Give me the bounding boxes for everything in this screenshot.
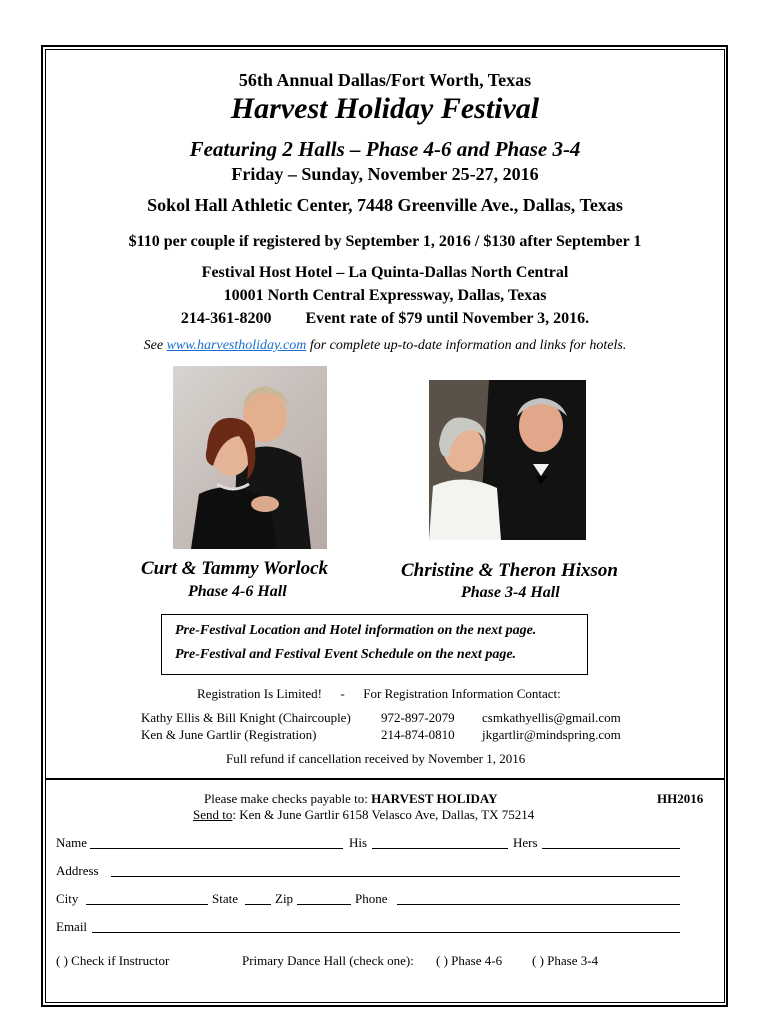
form-divider xyxy=(45,778,725,780)
contact-2-email[interactable]: jkgartlir@mindspring.com xyxy=(482,727,621,742)
registration-dash: - xyxy=(340,686,345,701)
email-field[interactable] xyxy=(92,932,680,933)
address-label: Address xyxy=(56,863,99,878)
worlock-names: Curt & Tammy Worlock xyxy=(141,558,329,579)
hotel-name: Festival Host Hotel – La Quinta-Dallas North Central xyxy=(201,264,569,281)
hers-field[interactable] xyxy=(542,848,680,849)
contact-2-phone: 214-874-0810 xyxy=(381,727,455,742)
phase-46-option[interactable]: ( ) Phase 4-6 xyxy=(436,953,503,968)
hers-label: Hers xyxy=(513,835,538,850)
refund-note: Full refund if cancellation received by November 1, 2016 xyxy=(226,751,526,766)
registration-header xyxy=(197,686,561,702)
registration-contact: For Registration Information Contact: xyxy=(363,686,561,701)
primary-hall-label: Primary Dance Hall (check one): xyxy=(242,953,414,968)
contact-1-name: Kathy Ellis & Bill Knight (Chaircouple) xyxy=(141,710,351,725)
hotel-address: 10001 North Central Expressway, Dallas, Texas xyxy=(223,287,547,304)
city-field[interactable] xyxy=(86,904,208,905)
hotel-rate: Event rate of $79 until November 3, 2016. xyxy=(305,310,590,327)
name-field[interactable] xyxy=(90,848,343,849)
contact-1-phone: 972-897-2079 xyxy=(381,710,455,725)
notice-box xyxy=(161,614,588,675)
address-field[interactable] xyxy=(111,876,680,877)
annual-subtitle: 56th Annual Dallas/Fort Worth, Texas xyxy=(238,70,532,90)
venue-line: Sokol Hall Athletic Center, 7448 Greenville Ave., Dallas, Texas xyxy=(147,195,623,215)
registration-limited: Registration Is Limited! xyxy=(197,686,322,701)
website-link[interactable]: www.harvestholiday.com xyxy=(166,338,307,353)
hixson-photo xyxy=(429,380,586,540)
email-label: Email xyxy=(56,919,88,934)
send-to-line xyxy=(193,807,534,823)
zip-label: Zip xyxy=(275,891,294,906)
his-label: His xyxy=(349,835,368,850)
send-to-label: Send to xyxy=(193,807,233,822)
payable-line xyxy=(204,791,497,807)
price-line: $110 per couple if registered by September 1, 2016 / $130 after September 1 xyxy=(128,233,642,250)
send-to-address: : Ken & June Gartlir 6158 Velasco Ave, Dallas, TX 75214 xyxy=(232,807,535,822)
dates-line: Friday – Sunday, November 25-27, 2016 xyxy=(231,164,539,184)
worlock-hall: Phase 4-6 Hall xyxy=(188,583,287,600)
zip-field[interactable] xyxy=(297,904,351,905)
featuring-line: Featuring 2 Halls – Phase 4-6 and Phase 3-4 xyxy=(189,137,581,161)
phone-label: Phone xyxy=(355,891,388,906)
phone-field[interactable] xyxy=(397,904,680,905)
city-label: City xyxy=(56,891,79,906)
website-suffix: for complete up-to-date information and links for hotels. xyxy=(306,338,627,353)
hixson-names: Christine & Theron Hixson xyxy=(401,560,618,581)
hotel-phone-rate xyxy=(0,310,770,328)
contact-2-name: Ken & June Gartlir (Registration) xyxy=(141,727,317,742)
form-code: HH2016 xyxy=(657,791,704,806)
inner-border xyxy=(45,49,725,1003)
hixson-hall: Phase 3-4 Hall xyxy=(461,584,560,601)
website-prefix: See xyxy=(143,338,167,353)
payable-prefix: Please make checks payable to: xyxy=(204,791,368,806)
name-label: Name xyxy=(56,835,88,850)
phase-34-option[interactable]: ( ) Phase 3-4 xyxy=(532,953,599,968)
hotel-phone: 214-361-8200 xyxy=(180,310,272,327)
worlock-photo xyxy=(173,366,327,549)
payable-to: HARVEST HOLIDAY xyxy=(371,791,498,806)
his-field[interactable] xyxy=(372,848,508,849)
notice-line-1: Pre-Festival Location and Hotel information on the next page. xyxy=(175,623,537,638)
state-label: State xyxy=(212,891,238,906)
website-line xyxy=(0,338,770,354)
festival-title: Harvest Holiday Festival xyxy=(230,92,540,125)
instructor-checkbox[interactable]: ( ) Check if Instructor xyxy=(56,953,170,968)
notice-line-2: Pre-Festival and Festival Event Schedule on the next page. xyxy=(175,647,517,662)
state-field[interactable] xyxy=(245,904,271,905)
contact-1-email[interactable]: csmkathyellis@gmail.com xyxy=(482,710,621,725)
